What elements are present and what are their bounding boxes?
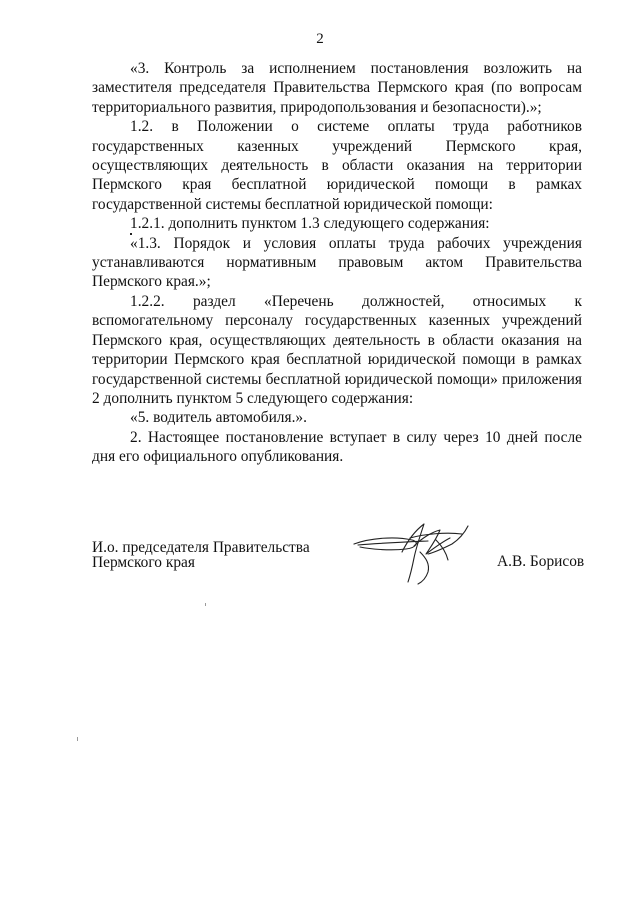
scan-artifact xyxy=(205,603,206,606)
signatory-position-line1: И.о. председателя Правительства xyxy=(92,539,310,556)
handwritten-signature-icon xyxy=(350,518,475,588)
signatory-name: А.В. Борисов xyxy=(497,553,585,570)
paragraph-1-3-quote: «1.3. Порядок и условия оплаты труда рабочих учреждения устанавливаются нормативным правовым актом Правительства Пермского края.»; xyxy=(92,234,582,291)
signatory-position-line2: Пермского края xyxy=(92,554,195,571)
signatory-position xyxy=(92,540,310,570)
paragraph-1-2-1: 1.2.1. дополнить пунктом 1.3 следующего содержания: xyxy=(130,215,490,233)
scan-artifact xyxy=(77,737,78,741)
document-body xyxy=(92,59,582,467)
paragraph-driver-quote: «5. водитель автомобиля.». xyxy=(130,409,307,427)
scan-artifact xyxy=(130,233,132,235)
paragraph-1-2: 1.2. в Положении о системе оплаты труда работников государственных казенных учреждений Пермского края, осуществляющих деятельность в области оказания на территории Пермского края бесплатной юридической помощи в рамках государственной системы бесплатной юридической помощи: xyxy=(92,118,582,213)
paragraph-1-2-2: 1.2.2. раздел «Перечень должностей, относимых к вспомогательному персоналу государственных казенных учреждений Пермского края, осуществляющих деятельность в области оказания на территории Пермского края бесплатной юридической помощи в рамках государственной системы бесплатной юридической помощи» приложения 2 дополнить пунктом 5 следующего содержания: xyxy=(92,292,582,407)
paragraph-control: «3. Контроль за исполнением постановления возложить на заместителя председателя Правительства Пермского края (по вопросам территориального развития, природопользования и безопасности).»; xyxy=(92,60,582,116)
page-number: 2 xyxy=(316,31,324,47)
paragraph-effective-date: 2. Настоящее постановление вступает в силу через 10 дней после дня его официального опубликования. xyxy=(92,428,582,466)
